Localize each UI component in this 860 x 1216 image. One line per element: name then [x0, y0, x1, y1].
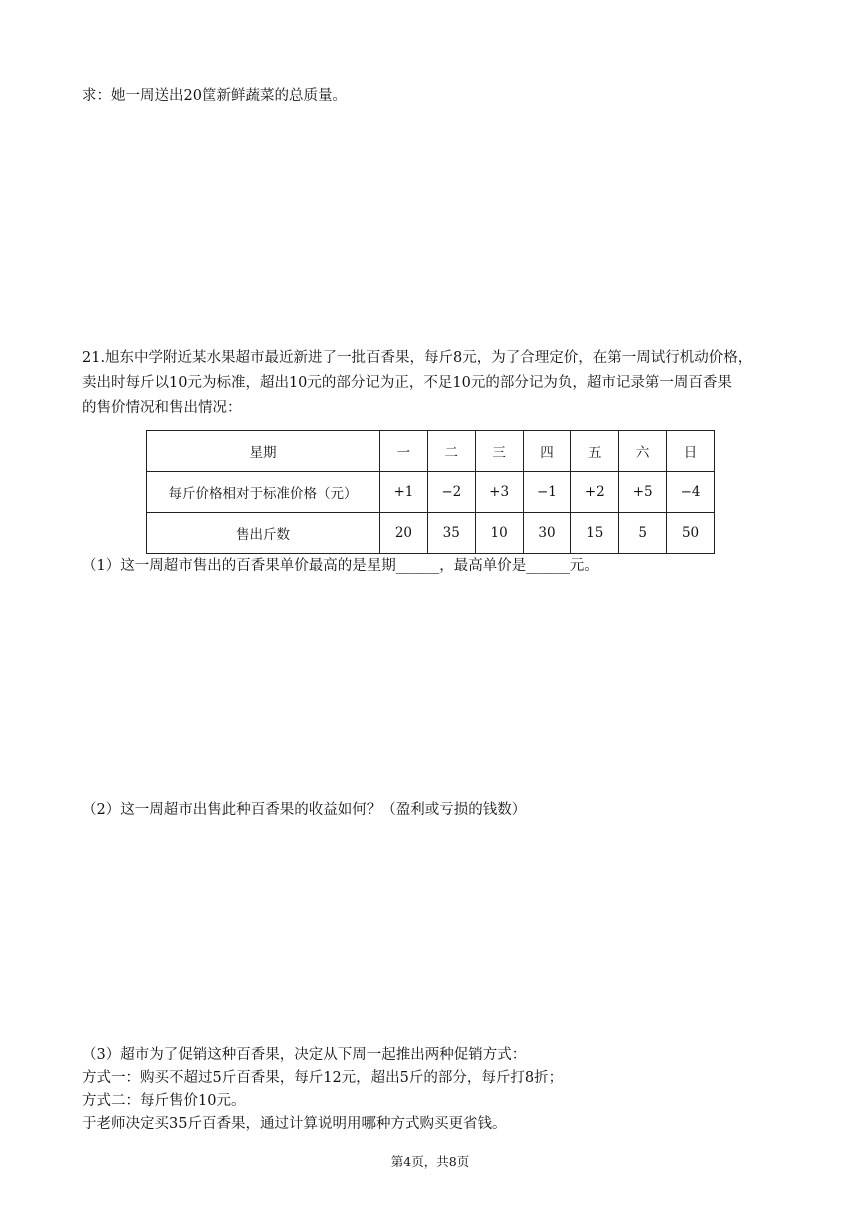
sold-cell: 20	[380, 513, 428, 554]
table-row	[147, 472, 715, 513]
sales-table	[146, 430, 715, 554]
price-cell: −2	[427, 472, 475, 513]
question-21-stem	[82, 346, 782, 421]
price-cell: +1	[380, 472, 428, 513]
day-cell: 日	[667, 431, 715, 472]
price-cell: −4	[667, 472, 715, 513]
intro-question: 求：她一周送出20筐新鲜蔬菜的总质量。	[82, 88, 347, 104]
day-cell: 三	[475, 431, 523, 472]
day-cell: 一	[380, 431, 428, 472]
table-row	[147, 513, 715, 554]
question-21-part-3	[82, 1044, 782, 1136]
page-number: 第4页，共8页	[390, 1154, 470, 1169]
sold-cell: 15	[571, 513, 619, 554]
part-3-line: 于老师决定买35斤百香果，通过计算说明用哪种方式购买更省钱。	[82, 1116, 507, 1132]
sold-cell: 30	[523, 513, 571, 554]
row-header-price: 每斤价格相对于标准价格（元）	[147, 472, 380, 513]
day-cell: 二	[427, 431, 475, 472]
price-cell: +5	[619, 472, 667, 513]
price-cell: −1	[523, 472, 571, 513]
price-cell: +2	[571, 472, 619, 513]
stem-line: 卖出时每斤以10元为标准，超出10元的部分记为正，不足10元的部分记为负，超市记录第一周百香果	[82, 375, 732, 391]
day-cell: 四	[523, 431, 571, 472]
row-header-sold: 售出斤数	[147, 513, 380, 554]
row-header-day: 星期	[147, 431, 380, 472]
stem-line: 的售价情况和售出情况：	[82, 400, 242, 416]
part-3-line: 方式一：购买不超过5斤百香果，每斤12元，超出5斤的部分，每斤打8折；	[82, 1070, 564, 1086]
part-3-line: （3）超市为了促销这种百香果，决定从下周一起推出两种促销方式：	[82, 1047, 527, 1063]
sold-cell: 5	[619, 513, 667, 554]
question-21-part-2: （2）这一周超市出售此种百香果的收益如何？（盈利或亏损的钱数）	[82, 802, 527, 818]
part-3-line: 方式二：每斤售价10元。	[82, 1093, 246, 1109]
day-cell: 六	[619, 431, 667, 472]
sold-cell: 50	[667, 513, 715, 554]
day-cell: 五	[571, 431, 619, 472]
sold-cell: 10	[475, 513, 523, 554]
stem-line: 21.旭东中学附近某水果超市最近新进了一批百香果，每斤8元，为了合理定价，在第一周试行机动价格，	[82, 350, 753, 366]
question-21-part-1: （1）这一周超市售出的百香果单价最高的是星期______，最高单价是______元。	[82, 558, 599, 574]
price-cell: +3	[475, 472, 523, 513]
sold-cell: 35	[427, 513, 475, 554]
table-row	[147, 431, 715, 472]
